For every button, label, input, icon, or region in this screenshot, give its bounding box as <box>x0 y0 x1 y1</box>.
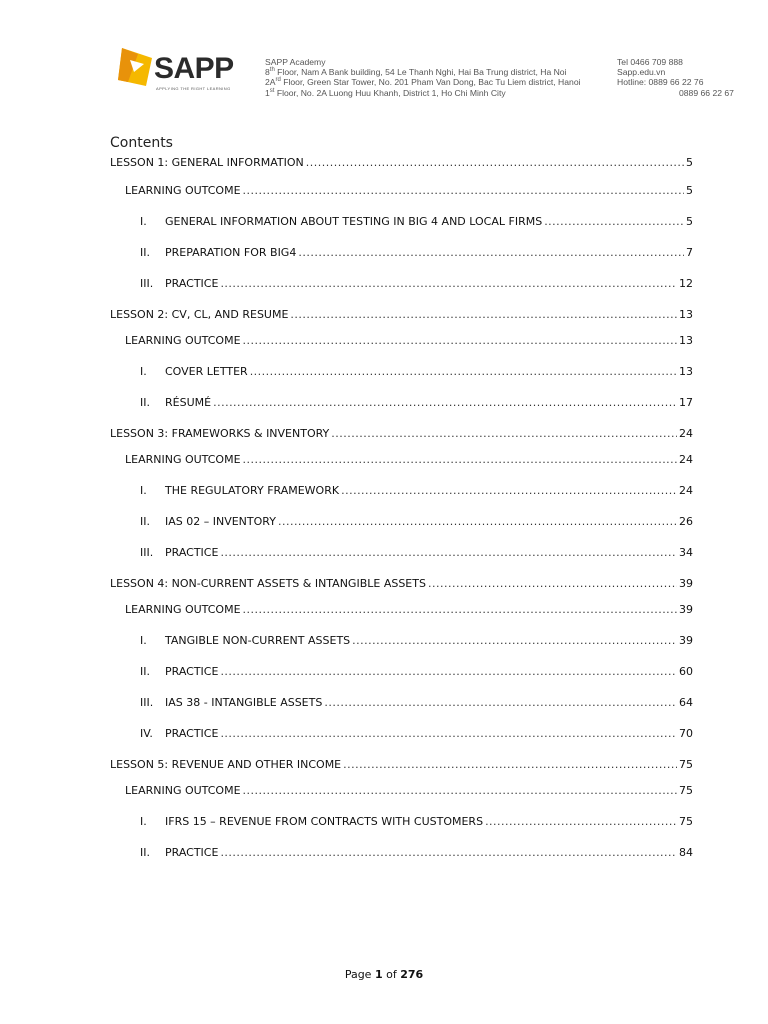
toc-entry-page: 5 <box>686 184 693 197</box>
toc-entry-page: 39 <box>679 634 693 647</box>
toc-entry-number: II. <box>140 665 150 678</box>
toc-entry[interactable] <box>140 484 693 497</box>
toc-entry[interactable] <box>140 846 693 859</box>
toc-entry-page: 39 <box>679 577 693 590</box>
page-header <box>0 0 768 110</box>
toc-leader-dots <box>341 484 677 497</box>
toc-entry-page: 7 <box>686 246 693 259</box>
toc-entry-label: LESSON 4: NON-CURRENT ASSETS & INTANGIBLE ASSETS <box>110 577 426 590</box>
toc-entry[interactable] <box>140 546 693 559</box>
toc-entry[interactable] <box>140 727 693 740</box>
toc-entry[interactable] <box>140 815 693 828</box>
toc-entry-page: 24 <box>679 484 693 497</box>
toc-leader-dots <box>243 334 677 347</box>
toc-entry[interactable] <box>125 784 693 797</box>
toc-leader-dots <box>544 215 684 228</box>
toc-title: Contents <box>110 135 173 151</box>
toc-entry-page: 17 <box>679 396 693 409</box>
toc-entry-page: 75 <box>679 758 693 771</box>
toc-entry-page: 5 <box>686 215 693 228</box>
toc-entry-number: I. <box>140 484 147 497</box>
toc-entry-label: IAS 38 - INTANGIBLE ASSETS <box>165 696 323 709</box>
toc-entry-page: 13 <box>679 365 693 378</box>
toc-leader-dots <box>485 815 677 828</box>
toc-entry[interactable] <box>140 665 693 678</box>
toc-leader-dots <box>220 665 677 678</box>
toc-entry-number: II. <box>140 515 150 528</box>
toc-entry[interactable] <box>140 696 693 709</box>
toc-entry[interactable] <box>140 277 693 290</box>
toc-entry-label: COVER LETTER <box>165 365 248 378</box>
toc-entry-number: II. <box>140 246 150 259</box>
toc-entry[interactable] <box>110 427 693 440</box>
toc-entry-label: GENERAL INFORMATION ABOUT TESTING IN BIG 4 AND LOCAL FIRMS <box>165 215 543 228</box>
toc-entry[interactable] <box>125 453 693 466</box>
toc-entry-label: PRACTICE <box>165 277 219 290</box>
toc-entry-number: I. <box>140 634 147 647</box>
contact-block <box>617 57 734 98</box>
sapp-logo-icon <box>116 46 156 90</box>
toc-leader-dots <box>324 696 677 709</box>
toc-entry-label: LEARNING OUTCOME <box>125 603 241 616</box>
toc-leader-dots <box>243 184 684 197</box>
toc-entry-label: PRACTICE <box>165 727 219 740</box>
toc-entry-number: III. <box>140 546 154 559</box>
toc-leader-dots <box>428 577 677 590</box>
toc-entry[interactable] <box>140 515 693 528</box>
toc-entry-page: 13 <box>679 334 693 347</box>
toc-entry-number: III. <box>140 277 154 290</box>
toc-entry[interactable] <box>125 603 693 616</box>
toc-entry-label: TANGIBLE NON-CURRENT ASSETS <box>165 634 351 647</box>
toc-entry-page: 13 <box>679 308 693 321</box>
toc-leader-dots <box>331 427 677 440</box>
toc-leader-dots <box>243 453 677 466</box>
toc-leader-dots <box>220 546 677 559</box>
toc-entry-page: 39 <box>679 603 693 616</box>
toc-entry-label: PRACTICE <box>165 546 219 559</box>
toc-leader-dots <box>290 308 677 321</box>
address-line: 1st Floor, No. 2A Luong Huu Khanh, District 1, Ho Chi Minh City <box>265 87 506 98</box>
toc-entry[interactable] <box>140 215 693 228</box>
toc-leader-dots <box>213 396 677 409</box>
toc-entry-label: THE REGULATORY FRAMEWORK <box>165 484 340 497</box>
toc-entry-label: LESSON 5: REVENUE AND OTHER INCOME <box>110 758 342 771</box>
toc-entry[interactable] <box>140 365 693 378</box>
toc-entry-page: 26 <box>679 515 693 528</box>
toc-entry-number: I. <box>140 815 147 828</box>
total-pages: 276 <box>400 968 424 981</box>
website-link[interactable]: Sapp.edu.vn <box>617 67 666 78</box>
logo-tagline: APPLYING THE RIGHT LEARNING <box>156 86 231 91</box>
sapp-logo <box>116 46 234 102</box>
tel: Tel 0466 709 888 <box>617 57 683 67</box>
toc-entry-label: PRACTICE <box>165 846 219 859</box>
toc-leader-dots <box>243 784 677 797</box>
toc-leader-dots <box>220 727 677 740</box>
logo-wordmark: SAPP <box>154 52 234 85</box>
toc-leader-dots <box>243 603 677 616</box>
page-footer <box>0 968 768 981</box>
toc-entry-page: 84 <box>679 846 693 859</box>
toc-entry[interactable] <box>140 246 693 259</box>
toc-entry-page: 60 <box>679 665 693 678</box>
toc-entry-number: II. <box>140 846 150 859</box>
toc-entry-page: 75 <box>679 815 693 828</box>
toc-entry-number: II. <box>140 396 150 409</box>
address-line: $2A^{rd}$ Floor, Green Star Tower, No. 201 Pham Van Dong, Bac Tu Liem district, Hanoi <box>265 77 581 88</box>
toc-entry[interactable] <box>125 334 693 347</box>
toc-entry-label: LESSON 3: FRAMEWORKS & INVENTORY <box>110 427 330 440</box>
of-word: of <box>386 968 397 981</box>
toc-leader-dots <box>278 515 677 528</box>
toc-leader-dots <box>250 365 677 378</box>
org-address-block <box>265 57 581 98</box>
toc-leader-dots <box>220 846 677 859</box>
toc-entry-page: 5 <box>686 156 693 169</box>
toc-entry-number: I. <box>140 365 147 378</box>
toc-entry-number: IV. <box>140 727 153 740</box>
org-name: SAPP Academy <box>265 57 326 67</box>
toc-entry-label: LEARNING OUTCOME <box>125 334 241 347</box>
toc-entry-label: LESSON 1: GENERAL INFORMATION <box>110 156 304 169</box>
toc-entry[interactable] <box>110 758 693 771</box>
toc-entry-page: 24 <box>679 427 693 440</box>
toc-entry[interactable] <box>125 184 693 197</box>
toc-entry-page: 24 <box>679 453 693 466</box>
toc-entry-page: 70 <box>679 727 693 740</box>
toc-entry-label: LEARNING OUTCOME <box>125 453 241 466</box>
toc-entry-label: IFRS 15 – REVENUE FROM CONTRACTS WITH CUSTOMERS <box>165 815 484 828</box>
toc-entry-label: LEARNING OUTCOME <box>125 784 241 797</box>
toc-leader-dots <box>220 277 677 290</box>
toc-entry[interactable] <box>140 396 693 409</box>
toc-entry-page: 12 <box>679 277 693 290</box>
toc-entry-label: LESSON 2: CV, CL, AND RESUME <box>110 308 289 321</box>
toc-entry-page: 75 <box>679 784 693 797</box>
hotline: Hotline: 0889 66 22 76 <box>617 77 704 88</box>
toc-leader-dots <box>352 634 677 647</box>
toc-entry-label: IAS 02 – INVENTORY <box>165 515 276 528</box>
toc-leader-dots <box>306 156 684 169</box>
toc-leader-dots <box>298 246 684 259</box>
toc-entry-label: PREPARATION FOR BIG4 <box>165 246 297 259</box>
current-page: 1 <box>374 968 383 981</box>
toc-entry[interactable] <box>110 308 693 321</box>
toc-entry-page: 34 <box>679 546 693 559</box>
toc-entry[interactable] <box>140 634 693 647</box>
toc-leader-dots <box>343 758 677 771</box>
toc-entry-label: LEARNING OUTCOME <box>125 184 241 197</box>
toc-entry-page: 64 <box>679 696 693 709</box>
hotline-secondary: 0889 66 22 67 <box>679 87 734 98</box>
page-word: Page <box>344 968 372 981</box>
address-line: 8th Floor, Nam A Bank building, 54 Le Thanh Nghi, Hai Ba Trung district, Ha Noi <box>265 67 567 78</box>
toc-entry[interactable] <box>110 577 693 590</box>
toc-entry-label: RÉSUMÉ <box>165 396 212 409</box>
toc-entry-number: III. <box>140 696 154 709</box>
toc-entry-number: I. <box>140 215 147 228</box>
toc-entry[interactable] <box>110 156 693 169</box>
toc-entry-label: PRACTICE <box>165 665 219 678</box>
